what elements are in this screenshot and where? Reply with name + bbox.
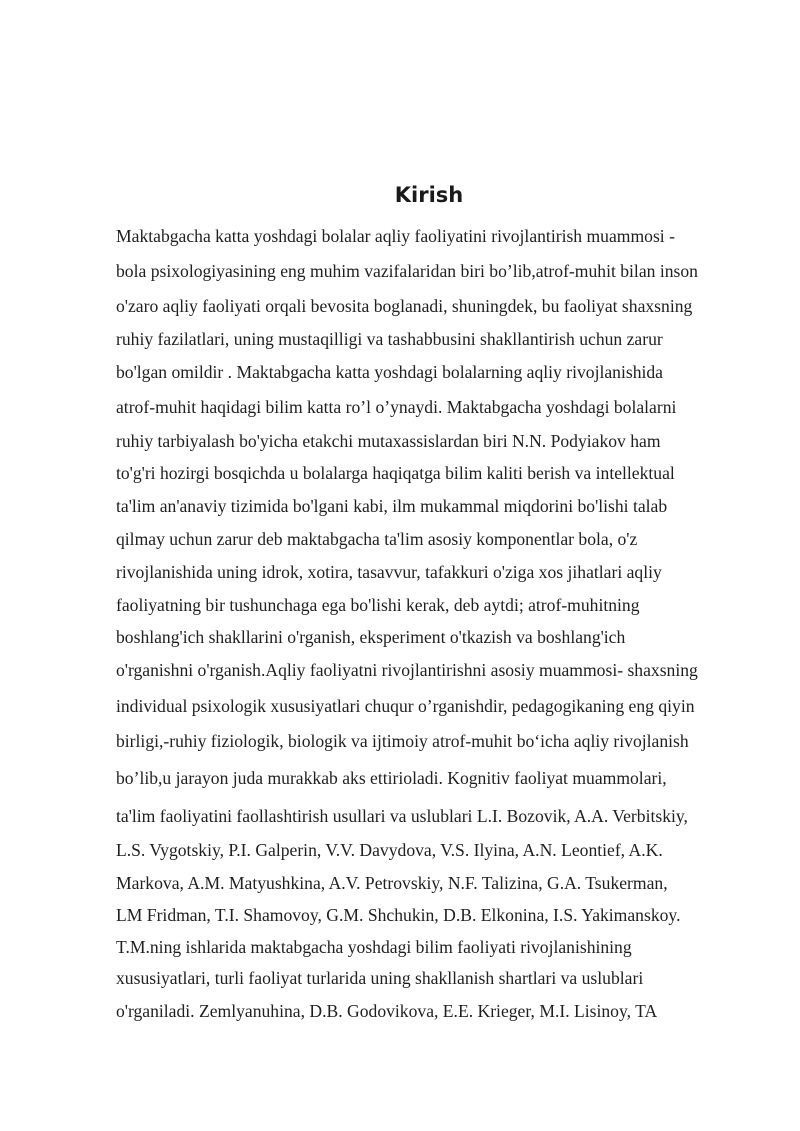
text-line: boʼlib,u jarayon juda murakkab aks ettirioladi. Kognitiv faoliyat muammolari, bbox=[116, 768, 667, 788]
text-line: to'g'ri hozirgi bosqichda u bolalarga haqiqatga bilim kaliti berish va intellektual bbox=[116, 463, 675, 483]
text-line: qilmay uchun zarur deb maktabgacha ta'lim asosiy komponentlar bola, o'z bbox=[116, 529, 638, 549]
text-line: xususiyatlari, turli faoliyat turlarida uning shakllanish shartlari va uslublari bbox=[116, 968, 644, 988]
text-line: L.S. Vygotskiy, P.I. Galperin, V.V. Davydova, V.S. Ilyina, A.N. Leontief, A.K. bbox=[116, 840, 663, 860]
text-line: ruhiy tarbiyalash bo'yicha etakchi mutaxassislardan biri N.N. Podyiakov ham bbox=[116, 431, 661, 451]
text-line: LM Fridman, T.I. Shamovoy, G.M. Shchukin, D.B. Elkonina, I.S. Yakimanskoy. bbox=[116, 905, 681, 925]
text-line: Markova, A.M. Matyushkina, A.V. Petrovskiy, N.F. Talizina, G.A. Tsukerman, bbox=[116, 873, 668, 893]
text-line: individual psixologik xususiyatlari chuqur oʼrganishdir, pedagogikaning eng qiyin bbox=[116, 696, 695, 716]
text-line: bola psixologiyasining eng muhim vazifalaridan biri boʼlib,atrof-muhit bilan inson bbox=[116, 261, 698, 281]
text-line: o'rganiladi. Zemlyanuhina, D.B. Godovikova, E.E. Krieger, M.I. Lisinoy, TA bbox=[116, 1001, 658, 1021]
text-line: ta'lim an'anaviy tizimida bo'lgani kabi, ilm mukammal miqdorini bo'lishi talab bbox=[116, 496, 668, 516]
text-line: Maktabgacha katta yoshdagi bolalar aqliy faoliyatini rivojlantirish muammosi - bbox=[116, 226, 675, 246]
text-line: ruhiy fazilatlari, uning mustaqilligi va tashabbusini shakllantirish uchun zarur bbox=[116, 329, 663, 349]
text-line: T.M.ning ishlarida maktabgacha yoshdagi bilim faoliyati rivojlanishining bbox=[116, 937, 632, 957]
page-title: Kirish bbox=[394, 183, 464, 207]
text-line: bo'lgan omildir . Maktabgacha katta yoshdagi bolalarning aqliy rivojlanishida bbox=[116, 362, 663, 382]
text-line: boshlang'ich shakllarini o'rganish, eksperiment o'tkazish va boshlang'ich bbox=[116, 627, 626, 647]
text-line: faoliyatning bir tushunchaga ega bo'lishi kerak, deb aytdi; atrof-muhitning bbox=[116, 595, 640, 615]
text-line: atrof-muhit haqidagi bilim katta roʼl oʼynaydi. Maktabgacha yoshdagi bolalarni bbox=[116, 397, 677, 417]
text-line: rivojlanishida uning idrok, xotira, tasavvur, tafakkuri o'ziga xos jihatlari aqliy bbox=[116, 562, 662, 582]
text-line: o'zaro aqliy faoliyati orqali bevosita boglanadi, shuningdek, bu faoliyat shaxsning bbox=[116, 296, 693, 316]
text-line: o'rganishni o'rganish.Aqliy faoliyatni rivojlantirishni asosiy muammosi- shaxsning bbox=[116, 660, 698, 680]
text-line: birligi,-ruhiy fiziologik, biologik va ijtimoiy atrof-muhit boʻicha aqliy rivojlanish bbox=[116, 731, 689, 751]
text-line: ta'lim faoliyatini faollashtirish usullari va uslublari L.I. Bozovik, A.A. Verbitskiy, bbox=[116, 806, 688, 826]
